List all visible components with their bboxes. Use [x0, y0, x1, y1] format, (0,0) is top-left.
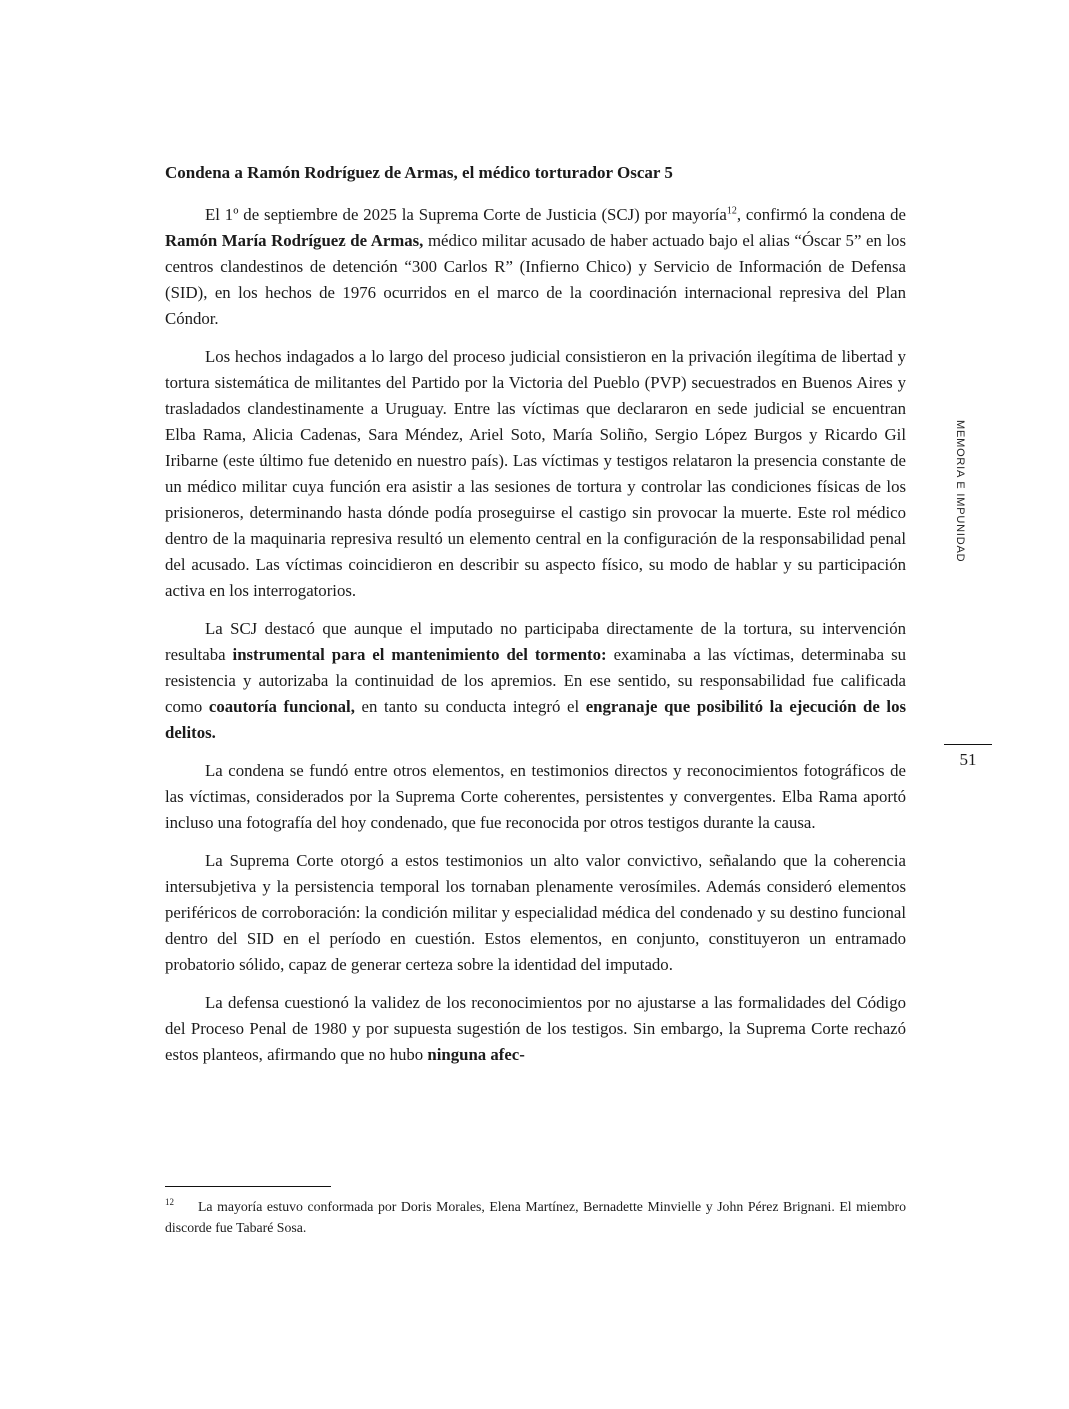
- paragraph: Los hechos indagados a lo largo del proceso judicial consistieron en la privación ilegítima de libertad y tortura sistemática de militantes del Partido por la Victoria del Pueblo (PVP) secuestrados en Buenos Aires y trasladados clandestinamente a Uruguay. Entre las víctimas que declararon en sede judicial se encuentran Elba Rama, Alicia Cadenas, Sara Méndez, Ariel Soto, María Soliño, Sergio López Burgos y Ricardo Gil Iribarne (este último fue detenido en nuestro país). Las víctimas y testigos relataron la presencia constante de un médico militar cuya función era asistir a las sesiones de tortura y controlar las condiciones físicas de los prisioneros, determinando hasta dónde podía proseguirse el castigo sin provocar la muerte. Este rol médico dentro de la maquinaria represiva resultó un elemento central en la configuración de la responsabilidad penal del acusado. Las víctimas coincidieron en describir su aspecto físico, su modo de hablar y su participación activa en los interrogatorios.: [165, 347, 906, 600]
- paragraph: La condena se fundó entre otros elementos, en testimonios directos y reconocimientos fotográficos de las víctimas, considerados por la Suprema Corte coherentes, persistentes y convergentes. Elba Rama aportó incluso una fotografía del hoy condenado, que fue reconocida por otros testigos durante la causa.: [165, 761, 906, 832]
- paragraph: La defensa cuestionó la validez de los reconocimientos por no ajustarse a las formalidades del Código del Proceso Penal de 1980 y por supuesta sugestión de los testigos. Sin embargo, la Suprema Corte rechazó estos planteos, afirmando que no hubo ninguna afec-: [165, 993, 906, 1064]
- body-paragraphs: [165, 202, 906, 1068]
- footnote: [165, 1186, 906, 1238]
- footnote-marker: 12: [165, 1197, 174, 1208]
- footnote-text: La mayoría estuvo conformada por Doris Morales, Elena Martínez, Bernadette Minvielle y John Pérez Brignani. El miembro discorde fue Tabaré Sosa.: [165, 1199, 906, 1235]
- paragraph: El 1º de septiembre de 2025 la Suprema Corte de Justicia (SCJ) por mayoría$^{12}$, confirmó la condena de Ramón María Rodríguez de Armas, médico militar acusado de haber actuado bajo el alias “Óscar 5” en los centros clandestinos de detención “300 Carlos R” (Infierno Chico) y Servicio de Información de Defensa (SID), en los hechos de 1976 ocurridos en el marco de la coordinación internacional represiva del Plan Cóndor.: [165, 205, 906, 328]
- page-number-rule: [944, 744, 992, 745]
- section-running-label: MEMORIA E IMPUNIDAD: [954, 420, 966, 563]
- page-number-block: [944, 744, 992, 770]
- page-number: 51: [959, 750, 977, 769]
- text-column: [165, 161, 906, 1080]
- footnote-rule: [165, 1186, 331, 1187]
- page-title: Condena a Ramón Rodríguez de Armas, el médico torturador Oscar 5: [165, 163, 673, 182]
- paragraph: La SCJ destacó que aunque el imputado no participaba directamente de la tortura, su intervención resultaba instrumental para el mantenimiento del tormento: examinaba a las víctimas, determinaba su resistencia y autorizaba la continuidad de los apremios. En ese sentido, su responsabilidad fue calificada como coautoría funcional, en tanto su conducta integró el engranaje que posibilitó la ejecución de los delitos.: [165, 619, 907, 742]
- paragraph: La Suprema Corte otorgó a estos testimonios un alto valor convictivo, señalando que la coherencia intersubjetiva y la persistencia temporal los tornaban plenamente verosímiles. Además consideró elementos periféricos de corroboración: la condición militar y especialidad médica del condenado y su destino funcional dentro del SID en el período en cuestión. Estos elementos, en conjunto, constituyeron un entramado probatorio sólido, capaz de generar certeza sobre la identidad del imputado.: [165, 851, 906, 974]
